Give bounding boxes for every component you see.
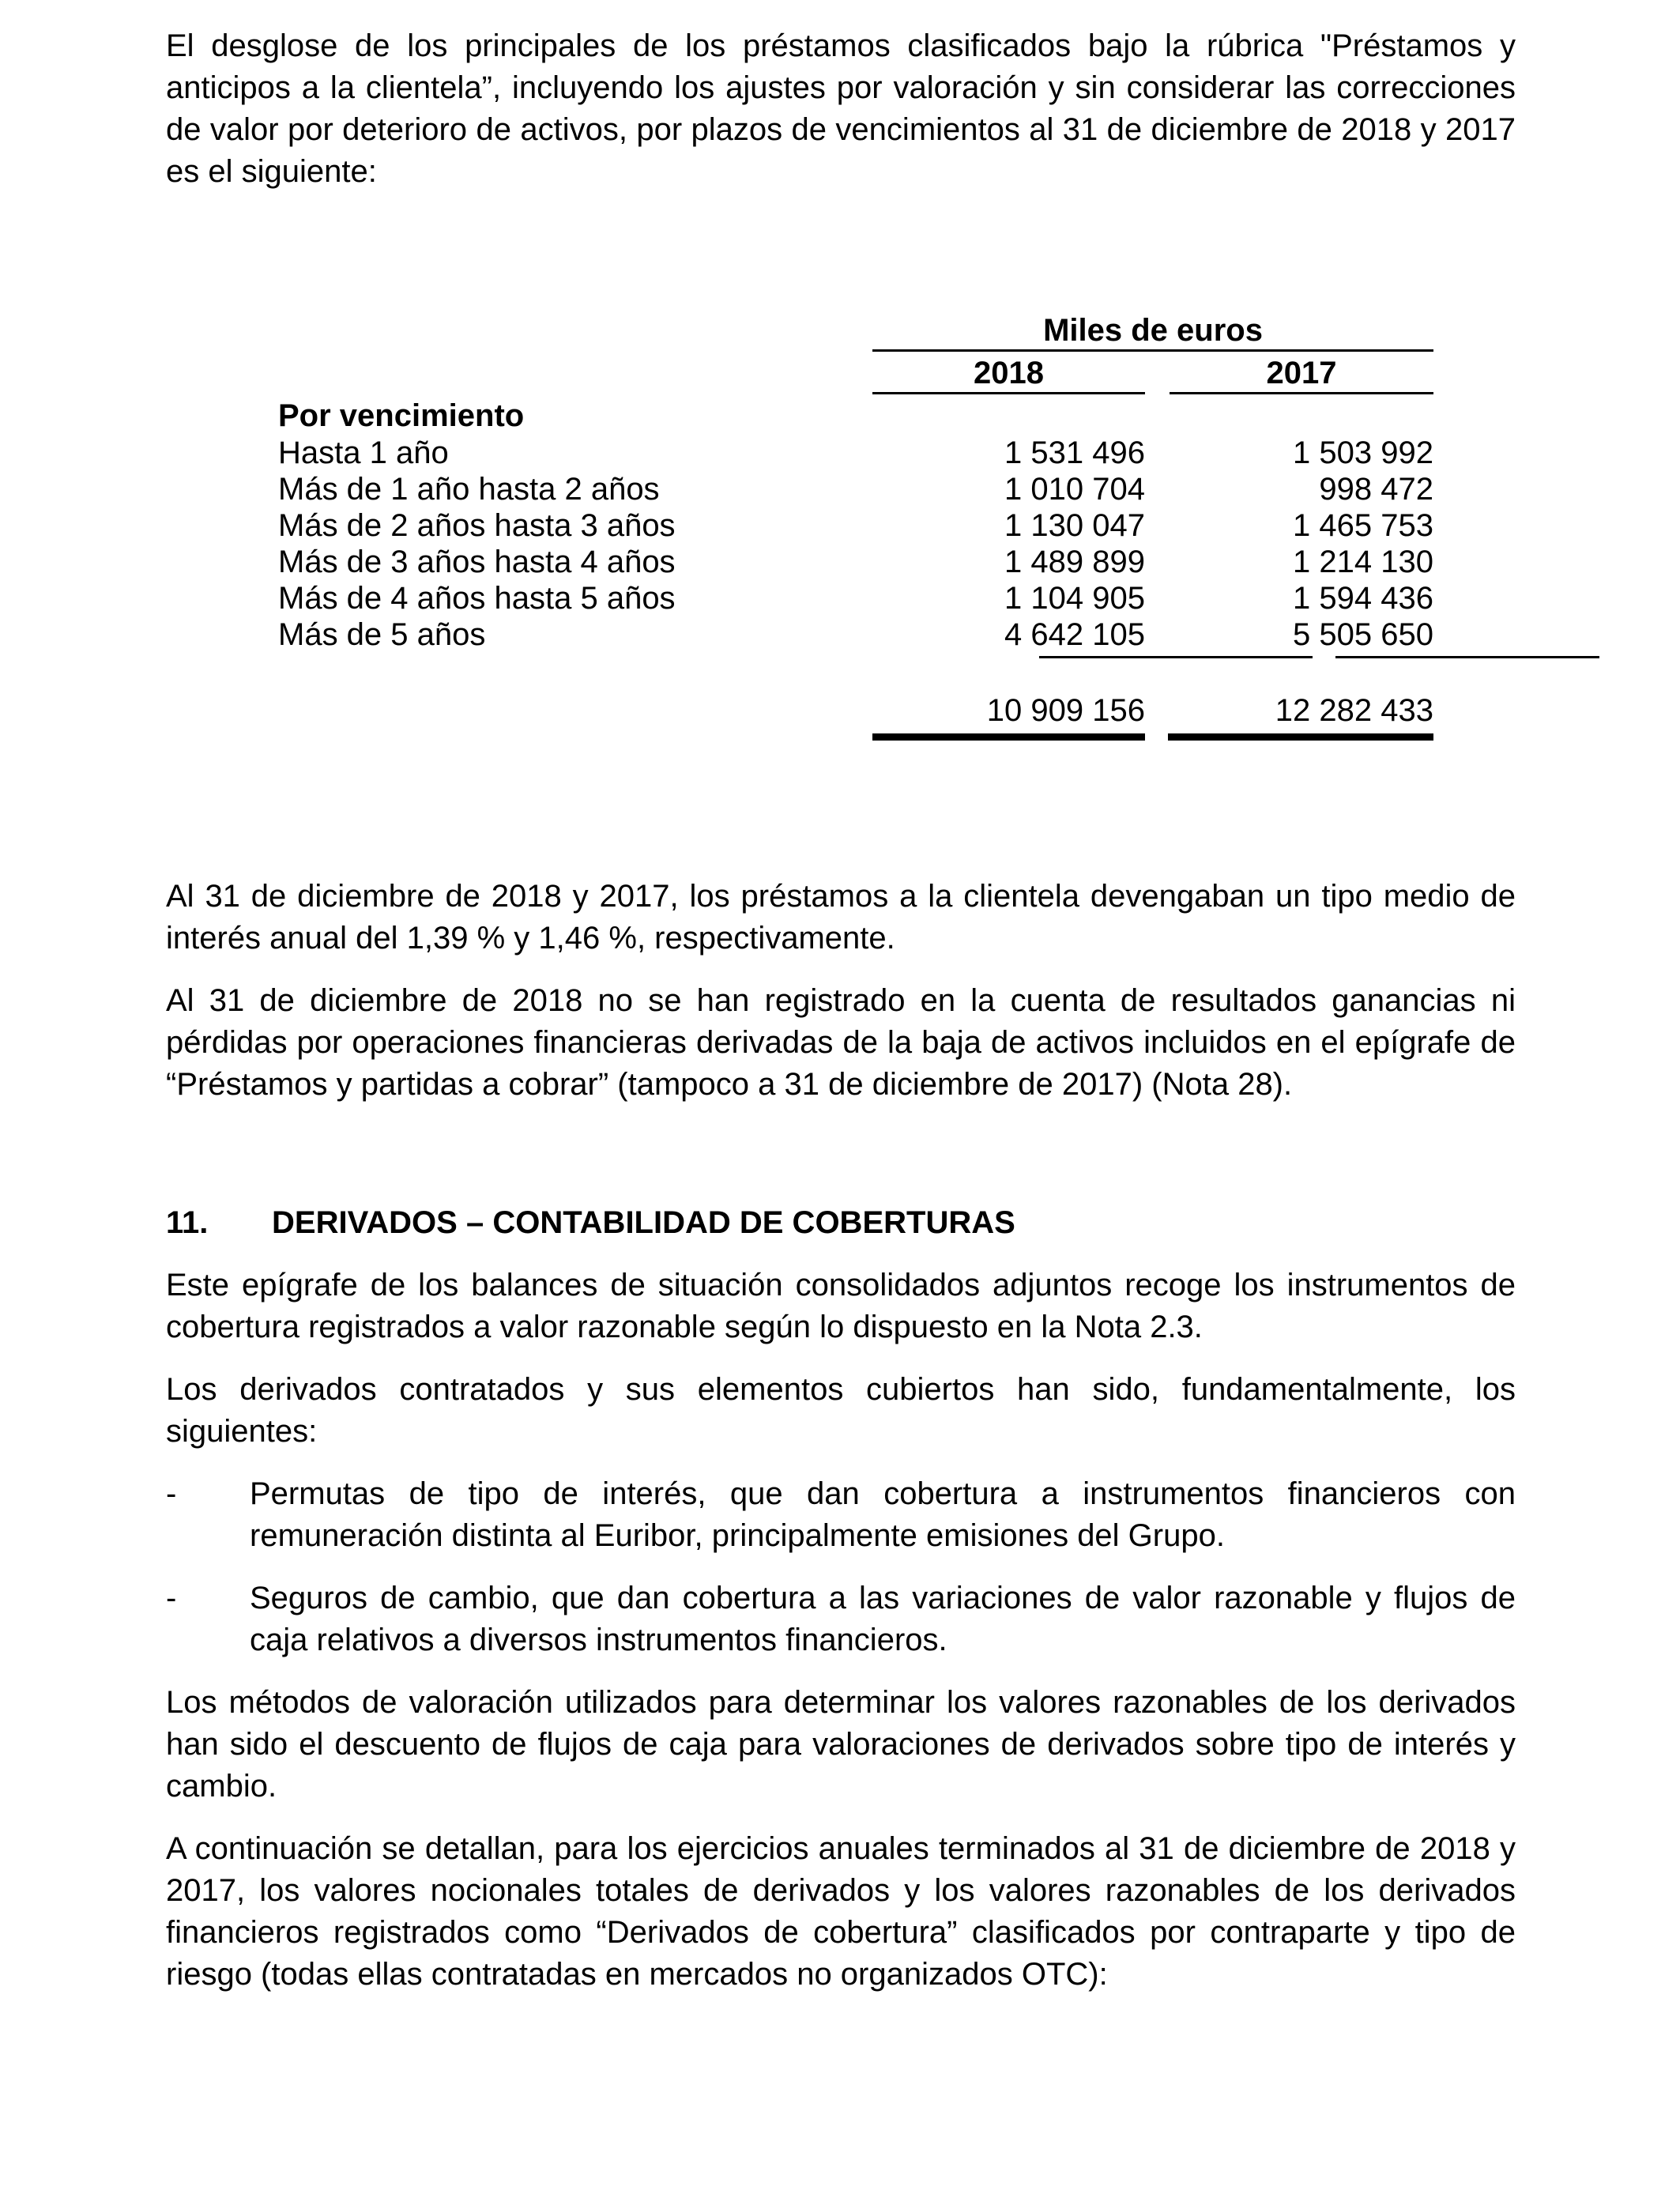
table-cell-2017: 1 465 753 — [1293, 508, 1433, 543]
document-page — [166, 25, 1516, 1996]
bullet-item — [166, 1578, 1516, 1661]
derivados-paragraph: Los derivados contratados y sus elementos cubiertos han sido, fundamentalmente, los siguientes: — [166, 1372, 1516, 1449]
section-title: DERIVADOS – CONTABILIDAD DE COBERTURAS — [272, 1205, 1015, 1240]
table-cell-2017: 5 505 650 — [1293, 617, 1433, 652]
subtotal-rule-2017 — [1335, 656, 1599, 658]
table-row-label: Más de 4 años hasta 5 años — [278, 581, 676, 616]
table-cell-2018: 1 130 047 — [1004, 508, 1145, 543]
table-cell-2018: 4 642 105 — [1004, 617, 1145, 652]
table-cell-2017: 1 214 130 — [1293, 545, 1433, 579]
header-rule-group — [872, 349, 1433, 352]
table-cell-2017: 1 503 992 — [1293, 435, 1433, 470]
bullet-marker: - — [166, 1581, 177, 1615]
table-cell-2017: 998 472 — [1319, 472, 1433, 507]
total-2017: 12 282 433 — [1275, 693, 1433, 728]
table-cell-2017: 1 594 436 — [1293, 581, 1433, 616]
bullet-text: Permutas de tipo de interés, que dan cobertura a instrumentos financieros con remuneración distinta al Euribor, principalmente emisiones del Grupo. — [250, 1476, 1516, 1553]
interest-rate-paragraph: Al 31 de diciembre de 2018 y 2017, los préstamos a la clientela devengaban un tipo medio de interés anual del 1,39 % y 1,46 %, respectivamente. — [166, 879, 1516, 956]
subtotal-rule-2018 — [1039, 656, 1313, 658]
header-rule-2017 — [1170, 392, 1433, 394]
table-row-label: Hasta 1 año — [278, 435, 449, 470]
intro-paragraph: El desglose de los principales de los préstamos clasificados bajo la rúbrica "Préstamos y anticipos a la clientela”, incluyendo los ajustes por valoración y sin considerar las correcciones de valor por deterioro de activos, por plazos de vencimientos al 31 de diciembre de 2018 y 2017 es el siguiente: — [166, 28, 1516, 189]
metodos-paragraph: Los métodos de valoración utilizados para determinar los valores razonables de los derivados han sido el descuento de flujos de caja para valoraciones de derivados sobre tipo de interés y cambio. — [166, 1685, 1516, 1804]
bullet-marker: - — [166, 1476, 177, 1511]
column-header-2018: 2018 — [974, 356, 1044, 390]
column-header-2017: 2017 — [1266, 356, 1337, 390]
header-rule-2018 — [872, 392, 1145, 394]
table-row-label: Más de 1 año hasta 2 años — [278, 472, 660, 507]
bullet-text: Seguros de cambio, que dan cobertura a las variaciones de valor razonable y flujos de caja relativos a diversos instrumentos financieros. — [250, 1581, 1516, 1657]
table-cell-2018: 1 010 704 — [1004, 472, 1145, 507]
no-gains-paragraph: Al 31 de diciembre de 2018 no se han registrado en la cuenta de resultados ganancias ni pérdidas por operaciones financieras derivadas de la baja de activos incluidos en el epígrafe de “Préstamos y partidas a cobrar” (tampoco a 31 de diciembre de 2017) (Nota 28). — [166, 983, 1516, 1102]
continuacion-paragraph: A continuación se detallan, para los ejercicios anuales terminados al 31 de diciembre de 2018 y 2017, los valores nocionales totales de derivados y los valores razonables de los derivados financieros registrados como “Derivados de cobertura” clasificados por contraparte y tipo de riesgo (todas ellas contratadas en mercados no organizados OTC): — [166, 1831, 1516, 1992]
loan-maturity-table — [166, 310, 1516, 876]
section-heading — [166, 1202, 1516, 1244]
table-cell-2018: 1 531 496 — [1004, 435, 1145, 470]
section-label: Por vencimiento — [278, 398, 525, 433]
table-row-label: Más de 5 años — [278, 617, 486, 652]
total-rule-2018 — [872, 733, 1145, 741]
table-cell-2018: 1 104 905 — [1004, 581, 1145, 616]
table-group-header: Miles de euros — [1043, 313, 1263, 348]
epigrafe-paragraph: Este epígrafe de los balances de situación consolidados adjuntos recoge los instrumentos de cobertura registrados a valor razonable según lo dispuesto en la Nota 2.3. — [166, 1268, 1516, 1344]
table-cell-2018: 1 489 899 — [1004, 545, 1145, 579]
total-2018: 10 909 156 — [986, 693, 1145, 728]
bullet-item — [166, 1473, 1516, 1557]
table-row-label: Más de 3 años hasta 4 años — [278, 545, 676, 579]
table-row-label: Más de 2 años hasta 3 años — [278, 508, 676, 543]
total-rule-2017 — [1168, 733, 1433, 741]
section-number: 11. — [166, 1205, 209, 1240]
